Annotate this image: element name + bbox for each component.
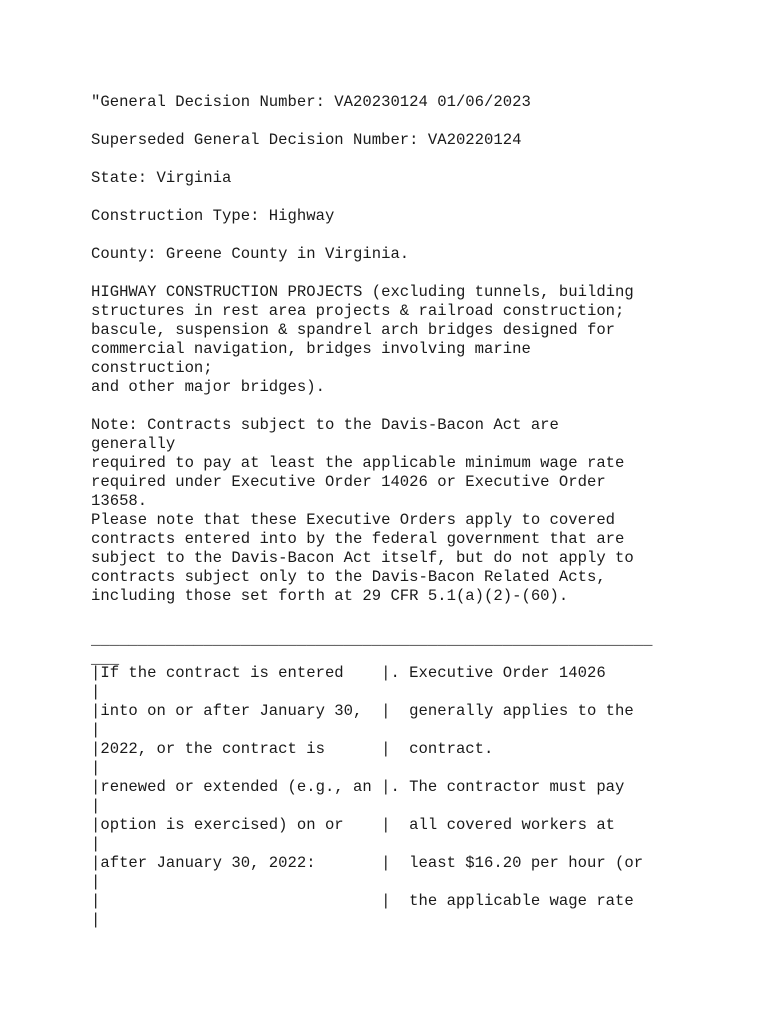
table-row: |into on or after January 30, | generally applies to the — [91, 702, 634, 720]
note-line: required to pay at least the applicable minimum wage rate — [91, 454, 625, 472]
note-line: Please note that these Executive Orders apply to covered — [91, 511, 616, 529]
note-line: required under Executive Order 14026 or Executive Order — [91, 473, 606, 491]
scope-line: HIGHWAY CONSTRUCTION PROJECTS (excluding tunnels, building — [91, 283, 634, 301]
decision-number-heading: "General Decision Number: VA20230124 01/06/2023 — [91, 93, 531, 111]
superseded-decision-number: Superseded General Decision Number: VA20220124 — [91, 131, 522, 149]
table-row: |If the contract is entered |. Executive Order 14026 — [91, 664, 606, 682]
scope-line: structures in rest area projects & railroad construction; — [91, 302, 625, 320]
note-line: 13658. — [91, 492, 148, 510]
table-row: | — [91, 721, 101, 739]
state-line: State: Virginia — [91, 169, 232, 187]
table-row: | — [91, 911, 101, 929]
construction-type-line: Construction Type: Highway — [91, 207, 335, 225]
table-row: |after January 30, 2022: | least $16.20 per hour (or — [91, 854, 644, 872]
note-line: including those set forth at 29 CFR 5.1(a)(2)-(60). — [91, 587, 569, 605]
table-row: | — [91, 797, 101, 815]
note-line: subject to the Davis-Bacon Act itself, but do not apply to — [91, 549, 634, 567]
note-line: Note: Contracts subject to the Davis-Bacon Act are — [91, 416, 559, 434]
table-row: |2022, or the contract is | contract. — [91, 740, 494, 758]
table-row: |renewed or extended (e.g., an |. The contractor must pay — [91, 778, 625, 796]
county-line: County: Greene County in Virginia. — [91, 245, 410, 263]
table-row: | | the applicable wage rate — [91, 892, 634, 910]
underscore-rule-wrap: ___ — [91, 650, 120, 668]
note-line: contracts entered into by the federal government that are — [91, 530, 625, 548]
scope-line: and other major bridges). — [91, 378, 325, 396]
table-row: | — [91, 759, 101, 777]
underscore-rule: ____________________________________________________________ — [91, 631, 653, 649]
scope-line: bascule, suspension & spandrel arch bridges designed for — [91, 321, 616, 339]
scope-line: commercial navigation, bridges involving marine — [91, 340, 531, 358]
table-row: | — [91, 835, 101, 853]
note-line: generally — [91, 435, 176, 453]
note-line: contracts subject only to the Davis-Bacon Related Acts, — [91, 568, 606, 586]
table-row: |option is exercised) on or | all covered workers at — [91, 816, 616, 834]
scope-line: construction; — [91, 359, 213, 377]
table-row: | — [91, 873, 101, 891]
table-row: | — [91, 683, 101, 701]
